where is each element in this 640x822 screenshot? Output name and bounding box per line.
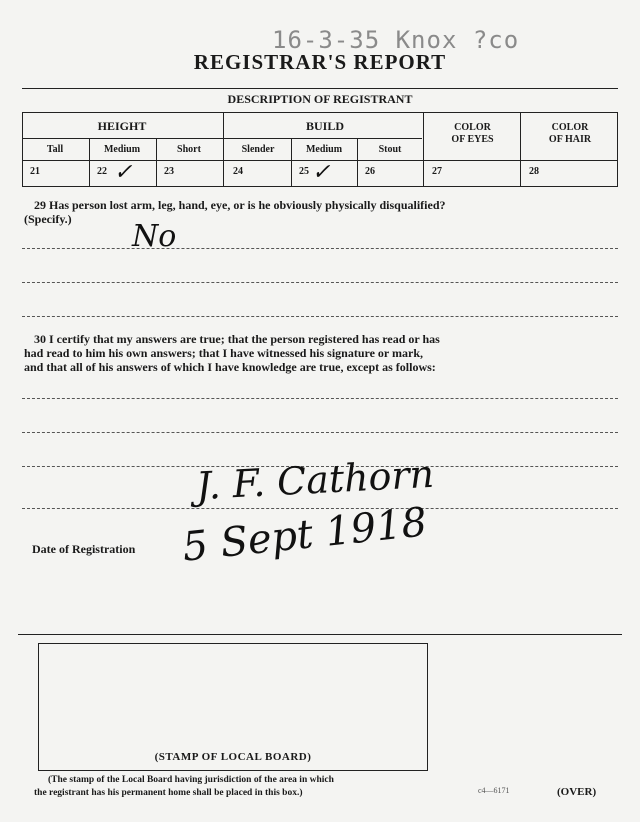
field-22: 22 — [97, 166, 107, 177]
table-left-border — [22, 112, 23, 186]
section-divider — [18, 634, 622, 635]
specify-label: (Specify.) — [24, 212, 72, 226]
col-divider — [520, 112, 521, 186]
stamp-box-label: (STAMP OF LOCAL BOARD) — [154, 751, 312, 763]
build-medium-label: Medium — [305, 144, 343, 155]
height-short-label: Short — [177, 144, 201, 155]
height-tall-label: Tall — [46, 144, 64, 155]
col-divider — [156, 138, 157, 186]
answer-line — [22, 248, 618, 249]
medium-build-check-mark: ✓ — [312, 160, 331, 185]
handwritten-answer-29: No — [132, 219, 177, 254]
footnote-line-1: (The stamp of the Local Board having jurisdiction of the area in which — [48, 775, 334, 785]
build-slender-label: Slender — [241, 144, 275, 155]
top-stamp: 16-3-35 Knox ?co — [272, 26, 520, 54]
answer-line — [22, 432, 618, 433]
certification-line-3: and that all of his answers of which I have knowledge are true, except as follows: — [24, 360, 436, 374]
date-of-registration-label: Date of Registration — [32, 542, 136, 556]
col-divider — [423, 112, 424, 186]
field-24: 24 — [233, 166, 243, 177]
table-right-border — [617, 112, 618, 186]
col-divider — [223, 112, 224, 186]
subheader-border — [22, 138, 422, 139]
registration-date: 5 Sept 1918 — [180, 499, 430, 571]
field-21: 21 — [30, 166, 40, 177]
build-stout-label: Stout — [378, 144, 402, 155]
build-header: BUILD — [305, 119, 344, 133]
eyes-header: COLOR OF EYES — [451, 122, 494, 145]
form-number: c4—6171 — [478, 786, 510, 795]
field-27: 27 — [432, 166, 442, 177]
answer-line — [22, 398, 618, 399]
col-divider — [357, 138, 358, 186]
medium-height-check-mark: ✓ — [114, 160, 133, 185]
signature-line — [22, 508, 618, 509]
height-medium-label: Medium — [103, 144, 141, 155]
question-29: 29 Has person lost arm, leg, hand, eye, or is he obviously physically disqualified? — [34, 198, 446, 212]
certification-line-2: had read to him his own answers; that I have witnessed his signature or mark, — [24, 346, 424, 360]
table-header-border — [22, 112, 618, 113]
height-header: HEIGHT — [97, 119, 147, 133]
answer-line — [22, 316, 618, 317]
table-bottom-border — [22, 186, 618, 187]
page-title: REGISTRAR'S REPORT — [193, 50, 447, 74]
answer-line — [22, 282, 618, 283]
footnote-line-2: the registrant has his permanent home shall be placed in this box.) — [34, 788, 303, 798]
table-top-border — [22, 88, 618, 89]
col-divider — [89, 138, 90, 186]
registrar-signature: J. F. Cathorn — [195, 451, 436, 509]
col-divider — [291, 138, 292, 186]
field-26: 26 — [365, 166, 375, 177]
over-label: (OVER) — [557, 786, 597, 798]
certification-line-1: 30 I certify that my answers are true; that the person registered has read or has — [34, 332, 440, 346]
field-23: 23 — [164, 166, 174, 177]
section-title: DESCRIPTION OF REGISTRANT — [227, 92, 413, 106]
field-28: 28 — [529, 166, 539, 177]
field-25: 25 — [299, 166, 309, 177]
hair-header: COLOR OF HAIR — [548, 122, 592, 145]
